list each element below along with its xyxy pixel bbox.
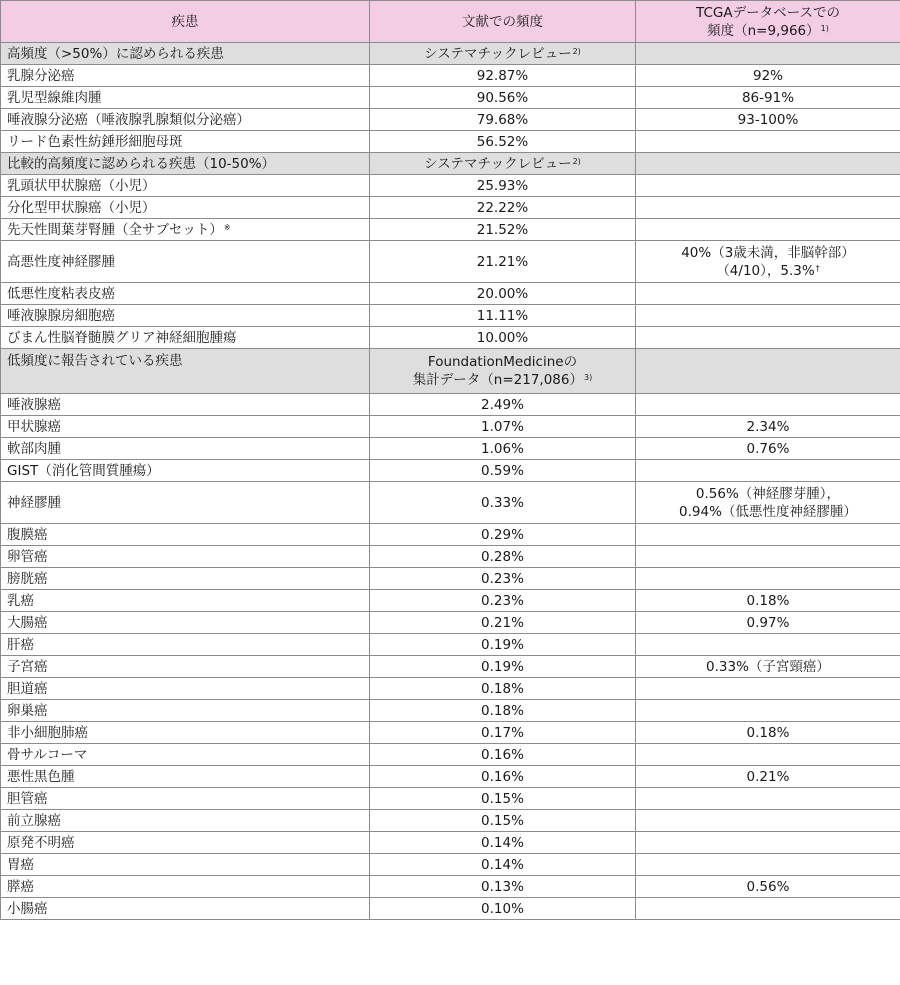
table-row — [1, 766, 900, 788]
disease-cell: 膵癌 — [1, 876, 370, 898]
disease-cell: 唾液腺癌 — [1, 394, 370, 416]
table-row — [1, 568, 900, 590]
table-row — [1, 546, 900, 568]
table-row — [1, 854, 900, 876]
lit-cell: 0.59% — [370, 460, 636, 482]
tcga-cell — [636, 788, 900, 810]
table-row — [1, 283, 900, 305]
table-row — [1, 460, 900, 482]
lit-cell: 0.23% — [370, 590, 636, 612]
table-row — [1, 524, 900, 546]
disease-cell: GIST（消化管間質腫瘍） — [1, 460, 370, 482]
lit-cell: 92.87% — [370, 65, 636, 87]
disease-cell: 悪性黒色腫 — [1, 766, 370, 788]
table-row — [1, 305, 900, 327]
table-row — [1, 241, 900, 283]
tcga-cell — [636, 524, 900, 546]
lit-cell: 0.23% — [370, 568, 636, 590]
table-row — [1, 65, 900, 87]
disease-cell: 先天性間葉芽腎腫（全サブセット）※ — [1, 219, 370, 241]
tcga-cell: 0.56% — [636, 876, 900, 898]
table-row — [1, 175, 900, 197]
table-row — [1, 810, 900, 832]
lit-cell: 0.13% — [370, 876, 636, 898]
section-label: 高頻度（>50%）に認められる疾患 — [1, 43, 370, 65]
tcga-cell: 0.56%（神経膠芽腫）， 0.94%（低悪性度神経膠腫） — [636, 482, 900, 524]
tcga-cell — [636, 898, 900, 920]
table-row — [1, 590, 900, 612]
table-row — [1, 700, 900, 722]
disease-cell: 膀胱癌 — [1, 568, 370, 590]
lit-cell: 0.33% — [370, 482, 636, 524]
section-empty — [636, 349, 900, 394]
section-row — [1, 43, 900, 65]
lit-cell: 1.06% — [370, 438, 636, 460]
table-row — [1, 87, 900, 109]
header-tcga-sup: 1) — [820, 23, 829, 33]
table-row — [1, 876, 900, 898]
disease-cell: 小腸癌 — [1, 898, 370, 920]
table-row — [1, 109, 900, 131]
section-row — [1, 153, 900, 175]
disease-cell: 高悪性度神経膠腫 — [1, 241, 370, 283]
disease-cell: 大腸癌 — [1, 612, 370, 634]
lit-cell: 0.16% — [370, 744, 636, 766]
disease-cell: 低悪性度粘表皮癌 — [1, 283, 370, 305]
lit-cell: 0.10% — [370, 898, 636, 920]
table-row — [1, 482, 900, 524]
section-source: システマチックレビュー$^{2)}$ — [370, 153, 636, 175]
lit-cell: 79.68% — [370, 109, 636, 131]
disease-cell: 肝癌 — [1, 634, 370, 656]
table-row — [1, 656, 900, 678]
table-row — [1, 438, 900, 460]
lit-cell: 11.11% — [370, 305, 636, 327]
disease-cell: 乳児型線維肉腫 — [1, 87, 370, 109]
section-row — [1, 349, 900, 394]
header-tcga-line2: 頻度（n=9,966） — [707, 22, 820, 39]
lit-cell: 0.17% — [370, 722, 636, 744]
table-row — [1, 788, 900, 810]
table-row — [1, 394, 900, 416]
tcga-cell — [636, 678, 900, 700]
table-row — [1, 634, 900, 656]
disease-cell: 乳頭状甲状腺癌（小児） — [1, 175, 370, 197]
disease-cell: 胆道癌 — [1, 678, 370, 700]
tcga-cell — [636, 568, 900, 590]
table-row — [1, 722, 900, 744]
section-label: 低頻度に報告されている疾患 — [1, 349, 370, 394]
lit-cell: 1.07% — [370, 416, 636, 438]
tcga-cell — [636, 546, 900, 568]
lit-cell: 10.00% — [370, 327, 636, 349]
tcga-cell — [636, 832, 900, 854]
lit-cell: 22.22% — [370, 197, 636, 219]
tcga-cell: 2.34% — [636, 416, 900, 438]
lit-cell: 21.21% — [370, 241, 636, 283]
header-literature: 文献での頻度 — [370, 1, 636, 43]
tcga-cell — [636, 283, 900, 305]
table-row — [1, 612, 900, 634]
tcga-cell: 40%（3歳未満，非脳幹部） （4/10），5.3%† — [636, 241, 900, 283]
disease-cell: 乳癌 — [1, 590, 370, 612]
header-tcga-line1: TCGAデータベースでの — [696, 4, 840, 21]
tcga-cell — [636, 700, 900, 722]
disease-cell: 卵管癌 — [1, 546, 370, 568]
header-tcga — [636, 1, 900, 43]
section-empty — [636, 153, 900, 175]
tcga-cell — [636, 634, 900, 656]
tcga-cell: 0.18% — [636, 722, 900, 744]
lit-cell: 0.15% — [370, 810, 636, 832]
lit-cell: 90.56% — [370, 87, 636, 109]
lit-cell: 0.14% — [370, 854, 636, 876]
tcga-cell — [636, 327, 900, 349]
tcga-cell: 0.18% — [636, 590, 900, 612]
tcga-cell — [636, 131, 900, 153]
section-empty — [636, 43, 900, 65]
lit-cell: 2.49% — [370, 394, 636, 416]
tcga-cell — [636, 219, 900, 241]
table-row — [1, 327, 900, 349]
disease-cell: 乳腺分泌癌 — [1, 65, 370, 87]
lit-cell: 0.28% — [370, 546, 636, 568]
tcga-cell: 0.21% — [636, 766, 900, 788]
disease-cell: 軟部肉腫 — [1, 438, 370, 460]
disease-cell: リード色素性紡錘形細胞母斑 — [1, 131, 370, 153]
lit-cell: 20.00% — [370, 283, 636, 305]
lit-cell: 0.14% — [370, 832, 636, 854]
disease-cell: 原発不明癌 — [1, 832, 370, 854]
tcga-cell — [636, 854, 900, 876]
table-row — [1, 131, 900, 153]
lit-cell: 0.18% — [370, 678, 636, 700]
table-row — [1, 416, 900, 438]
disease-cell: 子宮癌 — [1, 656, 370, 678]
section-label: 比較的高頻度に認められる疾患（10-50%） — [1, 153, 370, 175]
disease-cell: 唾液腺分泌癌（唾液腺乳腺類似分泌癌） — [1, 109, 370, 131]
lit-cell: 25.93% — [370, 175, 636, 197]
table-row — [1, 898, 900, 920]
tcga-cell: 86-91% — [636, 87, 900, 109]
disease-cell: 甲状腺癌 — [1, 416, 370, 438]
table-row — [1, 832, 900, 854]
disease-cell: 腹膜癌 — [1, 524, 370, 546]
header-row — [1, 1, 900, 43]
lit-cell: 21.52% — [370, 219, 636, 241]
lit-cell: 0.19% — [370, 634, 636, 656]
disease-cell: 胃癌 — [1, 854, 370, 876]
disease-cell: 唾液腺腺房細胞癌 — [1, 305, 370, 327]
lit-cell: 0.21% — [370, 612, 636, 634]
section-source: FoundationMedicineの 集計データ（n=217,086）$^{3)}$ — [370, 349, 636, 394]
tcga-cell — [636, 175, 900, 197]
tcga-cell — [636, 460, 900, 482]
tcga-cell: 0.97% — [636, 612, 900, 634]
table-row — [1, 744, 900, 766]
disease-cell: 分化型甲状腺癌（小児） — [1, 197, 370, 219]
disease-cell: びまん性脳脊髄膜グリア神経細胞腫瘍 — [1, 327, 370, 349]
tcga-cell — [636, 394, 900, 416]
tcga-cell: 0.33%（子宮頸癌） — [636, 656, 900, 678]
table-row — [1, 678, 900, 700]
lit-cell: 0.29% — [370, 524, 636, 546]
table-row — [1, 219, 900, 241]
tcga-cell: 92% — [636, 65, 900, 87]
disease-cell: 前立腺癌 — [1, 810, 370, 832]
tcga-cell — [636, 197, 900, 219]
tcga-cell: 93-100% — [636, 109, 900, 131]
disease-cell: 神経膠腫 — [1, 482, 370, 524]
lit-cell: 0.15% — [370, 788, 636, 810]
tcga-cell: 0.76% — [636, 438, 900, 460]
lit-cell: 0.18% — [370, 700, 636, 722]
table-row — [1, 197, 900, 219]
lit-cell: 0.16% — [370, 766, 636, 788]
tcga-cell — [636, 744, 900, 766]
lit-cell: 0.19% — [370, 656, 636, 678]
section-source: システマチックレビュー$^{2)}$ — [370, 43, 636, 65]
lit-cell: 56.52% — [370, 131, 636, 153]
tcga-cell — [636, 305, 900, 327]
disease-cell: 卵巣癌 — [1, 700, 370, 722]
disease-cell: 骨サルコーマ — [1, 744, 370, 766]
disease-cell: 非小細胞肺癌 — [1, 722, 370, 744]
disease-cell: 胆管癌 — [1, 788, 370, 810]
header-disease: 疾患 — [1, 1, 370, 43]
tcga-cell — [636, 810, 900, 832]
